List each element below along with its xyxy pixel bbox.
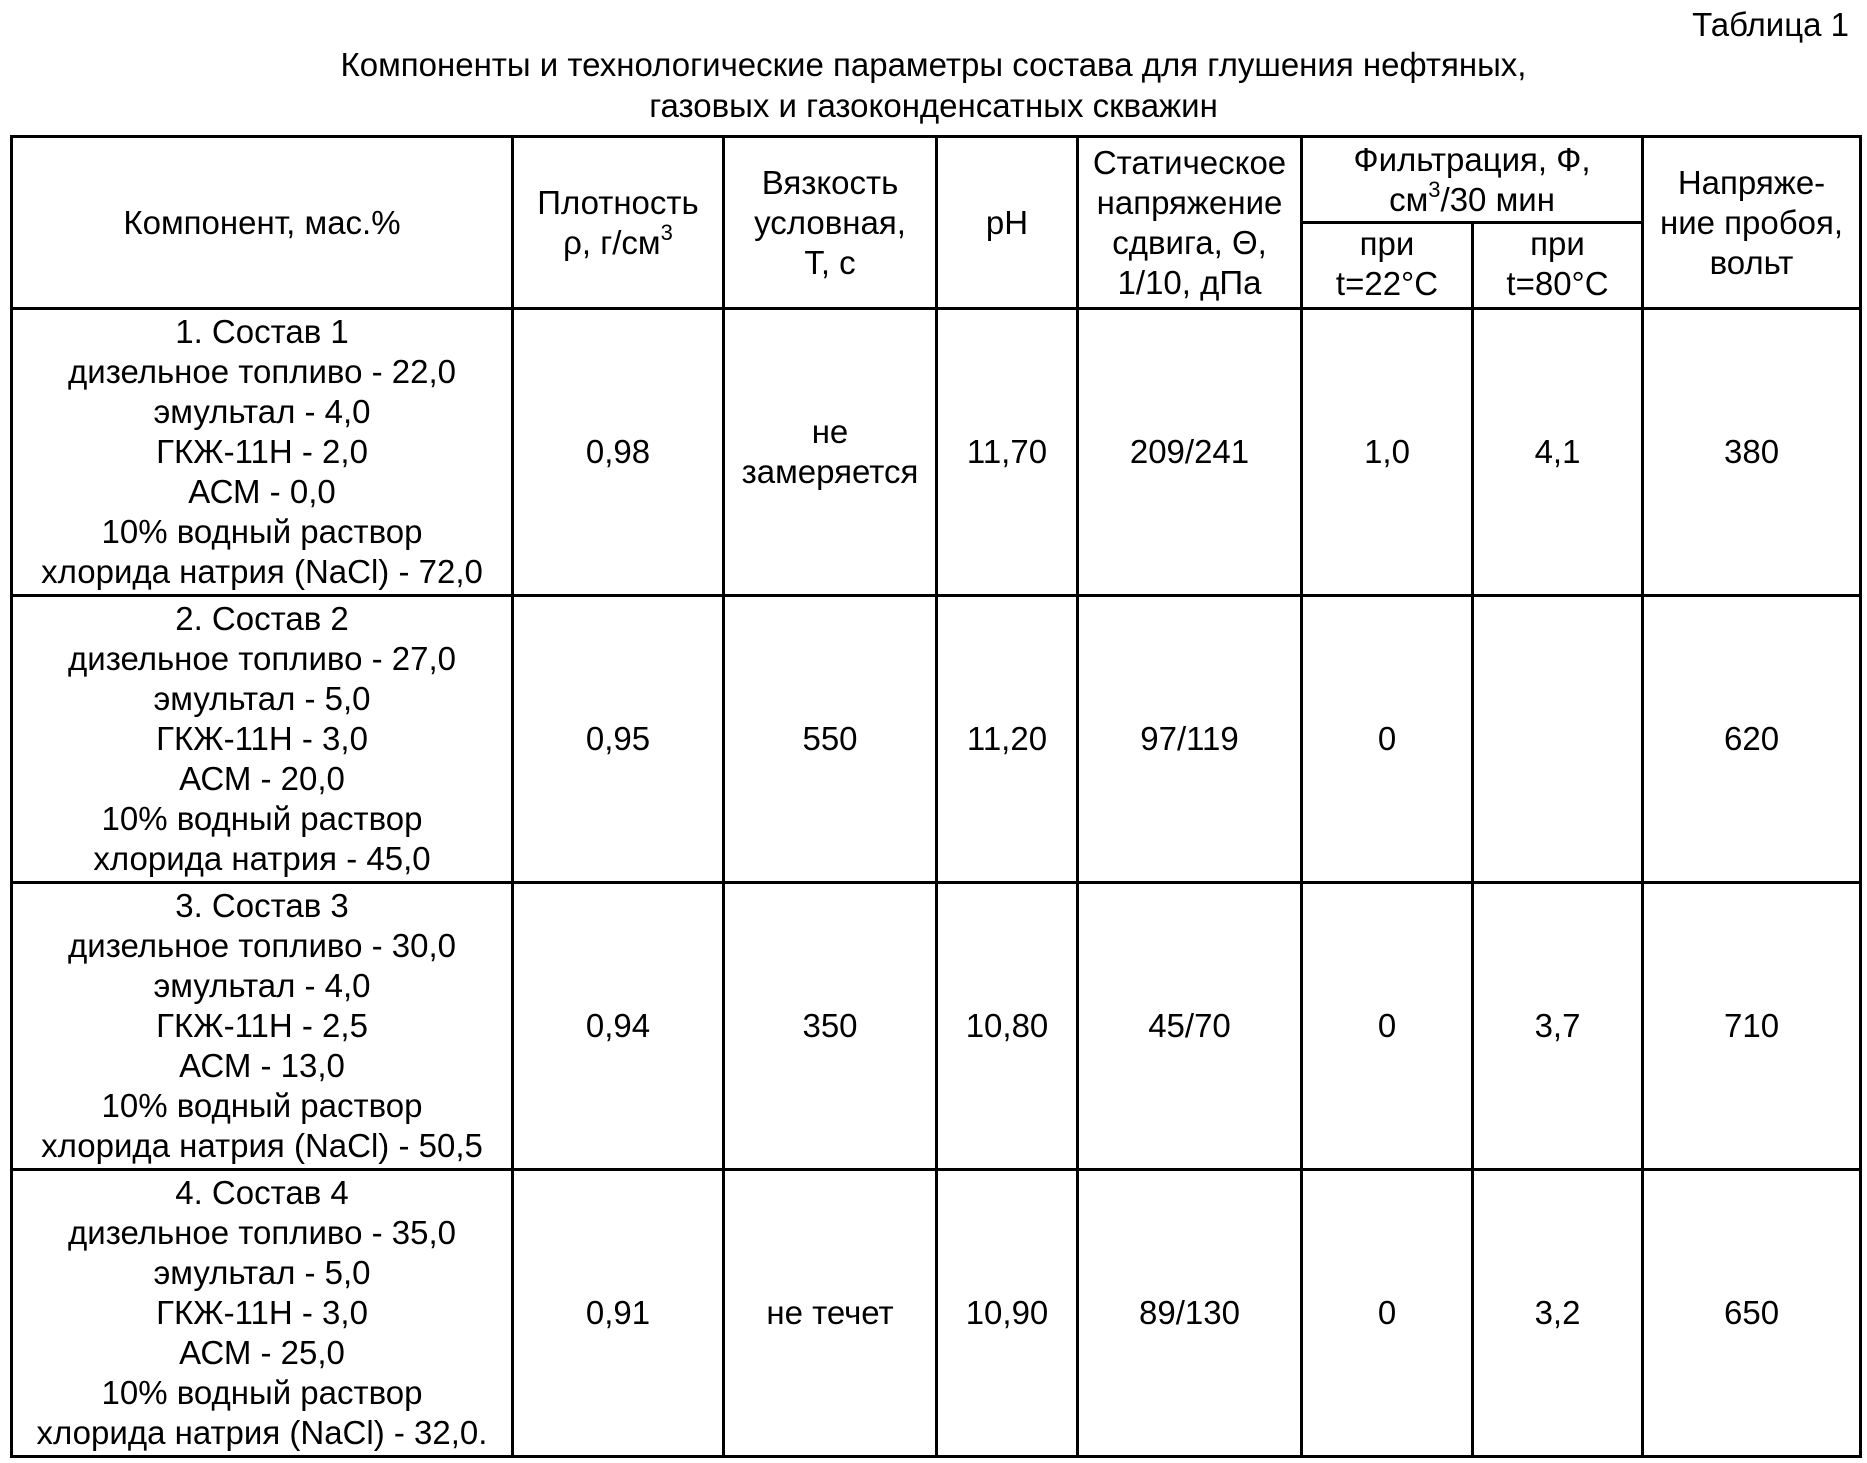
- cell-viscosity: [724, 1170, 937, 1457]
- header-filt-80-line: t=80°С: [1506, 265, 1609, 302]
- table-title: [0, 44, 1867, 126]
- cell-breakdown: 380: [1643, 309, 1861, 596]
- component-line: 10% водный раствор: [101, 800, 423, 837]
- header-density-line1: Плотность: [537, 183, 699, 221]
- cell-shear: 89/130: [1078, 1170, 1302, 1457]
- table-row: [12, 883, 1861, 1170]
- component-line: 2. Состав 2: [175, 600, 349, 637]
- component-line: дизельное топливо - 30,0: [68, 927, 456, 964]
- cell-ph: 11,20: [937, 596, 1078, 883]
- header-component: Компонент, мас.%: [12, 137, 513, 309]
- cell-density: 0,91: [513, 1170, 724, 1457]
- table-row: [12, 309, 1861, 596]
- cell-component: [12, 596, 513, 883]
- header-filt-80: [1473, 223, 1643, 309]
- component-line: хлорида натрия (NaCl) - 50,5: [41, 1127, 483, 1164]
- component-line: 10% водный раствор: [101, 1374, 423, 1411]
- component-line: АСМ - 0,0: [188, 473, 336, 510]
- cell-breakdown: 710: [1643, 883, 1861, 1170]
- table-row: [12, 596, 1861, 883]
- cell-filt-80: 3,7: [1473, 883, 1643, 1170]
- header-shear: [1078, 137, 1302, 309]
- component-line: эмультал - 5,0: [153, 680, 371, 717]
- component-line: дизельное топливо - 35,0: [68, 1214, 456, 1251]
- header-viscosity-line: Т, с: [804, 243, 856, 281]
- cell-filt-22: 0: [1302, 883, 1473, 1170]
- header-filt-22: [1302, 223, 1473, 309]
- header-shear-line: сдвига, Θ,: [1112, 223, 1267, 261]
- cell-shear: 97/119: [1078, 596, 1302, 883]
- cell-filt-80: 4,1: [1473, 309, 1643, 596]
- cell-breakdown: 650: [1643, 1170, 1861, 1457]
- component-line: 10% водный раствор: [101, 513, 423, 550]
- component-line: 3. Состав 3: [175, 887, 349, 924]
- data-table: [10, 135, 1862, 1458]
- header-shear-line: 1/10, дПа: [1117, 263, 1262, 301]
- component-line: дизельное топливо - 22,0: [68, 353, 456, 390]
- cell-viscosity: [724, 596, 937, 883]
- cell-filt-80: [1473, 596, 1643, 883]
- header-density: [513, 137, 724, 309]
- component-line: АСМ - 25,0: [179, 1334, 345, 1371]
- header-shear-line: напряжение: [1096, 183, 1283, 221]
- header-density-line2: ρ, г/см: [563, 223, 661, 261]
- header-viscosity: [724, 137, 937, 309]
- cell-viscosity: [724, 309, 937, 596]
- component-line: дизельное топливо - 27,0: [68, 640, 456, 677]
- header-shear-line: Статическое: [1092, 143, 1287, 181]
- cell-ph: 11,70: [937, 309, 1078, 596]
- cell-filt-22: 1,0: [1302, 309, 1473, 596]
- viscosity-line: 550: [802, 720, 858, 757]
- component-line: эмультал - 4,0: [153, 967, 371, 1004]
- header-filtration: [1302, 137, 1643, 223]
- cell-density: 0,94: [513, 883, 724, 1170]
- component-line: ГКЖ-11Н - 3,0: [156, 1294, 368, 1331]
- header-filt-22-line: t=22°С: [1335, 265, 1439, 302]
- viscosity-line: не течет: [766, 1294, 894, 1331]
- header-viscosity-line: условная,: [754, 203, 906, 241]
- component-line: АСМ - 13,0: [179, 1047, 345, 1084]
- viscosity-line: не: [811, 413, 849, 450]
- header-breakdown: [1643, 137, 1861, 309]
- title-line-1: Компоненты и технологические параметры состава для глушения нефтяных,: [340, 46, 1527, 83]
- cell-component: [12, 309, 513, 596]
- table-row: [12, 1170, 1861, 1457]
- title-line-2: газовых и газоконденсатных скважин: [649, 87, 1218, 124]
- cell-shear: 45/70: [1078, 883, 1302, 1170]
- table-label: Таблица 1: [1692, 6, 1849, 43]
- header-filt-22-line: при: [1359, 225, 1415, 262]
- cell-shear: 209/241: [1078, 309, 1302, 596]
- cell-viscosity: [724, 883, 937, 1170]
- component-line: хлорида натрия - 45,0: [93, 840, 431, 877]
- table-body: [12, 309, 1861, 1457]
- component-line: ГКЖ-11Н - 2,5: [156, 1007, 368, 1044]
- header-density-sup: 3: [660, 219, 673, 245]
- cell-breakdown: 620: [1643, 596, 1861, 883]
- component-line: эмультал - 4,0: [153, 393, 371, 430]
- component-line: АСМ - 20,0: [179, 760, 345, 797]
- header-filt-80-line: при: [1530, 225, 1585, 262]
- header-breakdown-line: ние пробоя,: [1659, 203, 1844, 241]
- cell-density: 0,95: [513, 596, 724, 883]
- cell-component: [12, 1170, 513, 1457]
- header-filtration-unit-rest: /30 мин: [1440, 180, 1555, 218]
- component-line: ГКЖ-11Н - 2,0: [156, 433, 368, 470]
- component-line: хлорида натрия (NaCl) - 72,0: [41, 553, 483, 590]
- cell-filt-22: 0: [1302, 1170, 1473, 1457]
- cell-component: [12, 883, 513, 1170]
- component-line: 10% водный раствор: [101, 1087, 423, 1124]
- cell-filt-80: 3,2: [1473, 1170, 1643, 1457]
- viscosity-line: замеряется: [741, 453, 919, 490]
- viscosity-line: 350: [802, 1007, 858, 1044]
- component-line: 4. Состав 4: [175, 1174, 349, 1211]
- header-breakdown-line: вольт: [1709, 243, 1794, 281]
- component-line: хлорида натрия (NaCl) - 32,0.: [36, 1414, 488, 1451]
- component-line: ГКЖ-11Н - 3,0: [156, 720, 368, 757]
- header-viscosity-line: Вязкость: [761, 163, 899, 201]
- cell-filt-22: 0: [1302, 596, 1473, 883]
- cell-density: 0,98: [513, 309, 724, 596]
- component-line: эмультал - 5,0: [153, 1254, 371, 1291]
- cell-ph: 10,80: [937, 883, 1078, 1170]
- header-breakdown-line: Напряже-: [1677, 163, 1826, 201]
- header-filtration-unit: см: [1389, 180, 1429, 218]
- header-filtration-line1: Фильтрация, Ф,: [1353, 140, 1591, 178]
- cell-ph: 10,90: [937, 1170, 1078, 1457]
- component-line: 1. Состав 1: [175, 313, 349, 350]
- header-filtration-sup: 3: [1428, 176, 1441, 202]
- header-ph: pH: [937, 137, 1078, 309]
